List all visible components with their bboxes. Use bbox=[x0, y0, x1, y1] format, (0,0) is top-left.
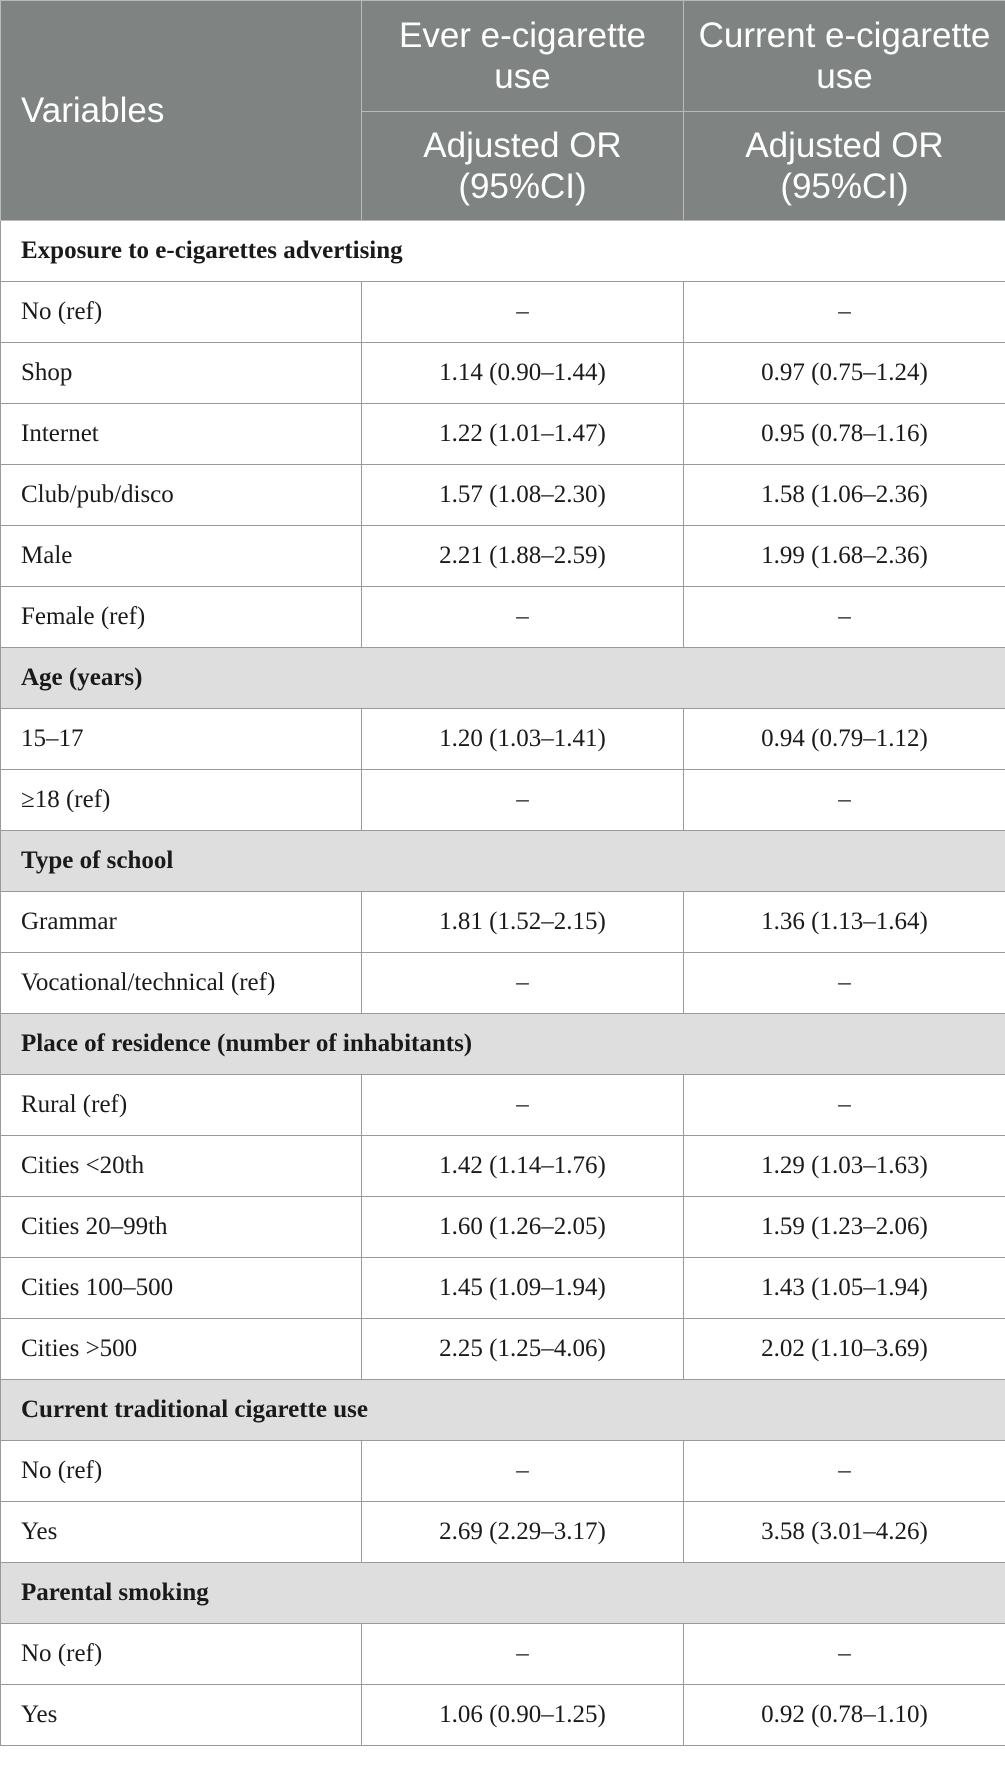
row-label: Yes bbox=[1, 1685, 362, 1746]
ever-use-value: 1.81 (1.52–2.15) bbox=[362, 892, 684, 953]
section-row bbox=[1, 831, 1005, 892]
section-label: Age (years) bbox=[1, 648, 1005, 709]
table-row bbox=[1, 465, 1005, 526]
table-row bbox=[1, 892, 1005, 953]
row-label: Cities >500 bbox=[1, 1319, 362, 1380]
table-row bbox=[1, 1136, 1005, 1197]
row-label: Vocational/technical (ref) bbox=[1, 953, 362, 1014]
section-row bbox=[1, 221, 1005, 282]
current-use-value: 1.43 (1.05–1.94) bbox=[684, 1258, 1005, 1319]
ever-use-value: 2.69 (2.29–3.17) bbox=[362, 1502, 684, 1563]
current-use-value: – bbox=[684, 953, 1005, 1014]
table-row bbox=[1, 709, 1005, 770]
ever-use-value: 1.20 (1.03–1.41) bbox=[362, 709, 684, 770]
current-use-value: 1.36 (1.13–1.64) bbox=[684, 892, 1005, 953]
current-use-value: – bbox=[684, 1441, 1005, 1502]
current-use-value: 2.02 (1.10–3.69) bbox=[684, 1319, 1005, 1380]
current-use-value: 0.95 (0.78–1.16) bbox=[684, 404, 1005, 465]
table-row bbox=[1, 1319, 1005, 1380]
current-use-value: 0.97 (0.75–1.24) bbox=[684, 343, 1005, 404]
ever-use-value: 1.06 (0.90–1.25) bbox=[362, 1685, 684, 1746]
current-use-header: Current e-cigarette use bbox=[684, 1, 1005, 112]
current-use-value: – bbox=[684, 1624, 1005, 1685]
row-label: Yes bbox=[1, 1502, 362, 1563]
ever-use-value: – bbox=[362, 587, 684, 648]
section-label: Parental smoking bbox=[1, 1563, 1005, 1624]
row-label: Cities 100–500 bbox=[1, 1258, 362, 1319]
ever-use-value: 1.60 (1.26–2.05) bbox=[362, 1197, 684, 1258]
variables-header: Variables bbox=[1, 1, 362, 221]
section-row bbox=[1, 1563, 1005, 1624]
current-use-value: – bbox=[684, 1075, 1005, 1136]
current-use-value: 3.58 (3.01–4.26) bbox=[684, 1502, 1005, 1563]
section-row bbox=[1, 648, 1005, 709]
table-row bbox=[1, 587, 1005, 648]
ever-use-value: – bbox=[362, 1441, 684, 1502]
ever-use-value: – bbox=[362, 770, 684, 831]
table-header bbox=[1, 1, 1005, 221]
section-label: Place of residence (number of inhabitants) bbox=[1, 1014, 1005, 1075]
row-label: Shop bbox=[1, 343, 362, 404]
table-row bbox=[1, 1685, 1005, 1746]
ever-use-subheader: Adjusted OR (95%CI) bbox=[362, 112, 684, 221]
section-row bbox=[1, 1380, 1005, 1441]
row-label: Female (ref) bbox=[1, 587, 362, 648]
current-use-subheader: Adjusted OR (95%CI) bbox=[684, 112, 1005, 221]
table-row bbox=[1, 1502, 1005, 1563]
row-label: Male bbox=[1, 526, 362, 587]
current-use-value: 1.59 (1.23–2.06) bbox=[684, 1197, 1005, 1258]
ever-use-value: – bbox=[362, 1624, 684, 1685]
current-use-value: 1.29 (1.03–1.63) bbox=[684, 1136, 1005, 1197]
ever-use-value: 1.22 (1.01–1.47) bbox=[362, 404, 684, 465]
row-label: Rural (ref) bbox=[1, 1075, 362, 1136]
table-body bbox=[1, 221, 1005, 1746]
ever-use-value: – bbox=[362, 953, 684, 1014]
table-row bbox=[1, 1197, 1005, 1258]
current-use-value: – bbox=[684, 770, 1005, 831]
row-label: No (ref) bbox=[1, 282, 362, 343]
table-row bbox=[1, 1258, 1005, 1319]
table-row bbox=[1, 770, 1005, 831]
current-use-value: 0.92 (0.78–1.10) bbox=[684, 1685, 1005, 1746]
section-label: Type of school bbox=[1, 831, 1005, 892]
section-row bbox=[1, 1014, 1005, 1075]
header-row-top bbox=[1, 1, 1005, 112]
table-row bbox=[1, 1075, 1005, 1136]
ever-use-value: 1.45 (1.09–1.94) bbox=[362, 1258, 684, 1319]
ever-use-header: Ever e-cigarette use bbox=[362, 1, 684, 112]
current-use-value: 1.99 (1.68–2.36) bbox=[684, 526, 1005, 587]
table-row bbox=[1, 1624, 1005, 1685]
row-label: ≥18 (ref) bbox=[1, 770, 362, 831]
row-label: Club/pub/disco bbox=[1, 465, 362, 526]
ever-use-value: 1.42 (1.14–1.76) bbox=[362, 1136, 684, 1197]
current-use-value: 1.58 (1.06–2.36) bbox=[684, 465, 1005, 526]
row-label: 15–17 bbox=[1, 709, 362, 770]
section-label: Exposure to e-cigarettes advertising bbox=[1, 221, 1005, 282]
current-use-value: 0.94 (0.79–1.12) bbox=[684, 709, 1005, 770]
section-label: Current traditional cigarette use bbox=[1, 1380, 1005, 1441]
row-label: Grammar bbox=[1, 892, 362, 953]
current-use-value: – bbox=[684, 282, 1005, 343]
table-row bbox=[1, 1441, 1005, 1502]
table-row bbox=[1, 343, 1005, 404]
row-label: No (ref) bbox=[1, 1441, 362, 1502]
row-label: Internet bbox=[1, 404, 362, 465]
row-label: Cities <20th bbox=[1, 1136, 362, 1197]
table-row bbox=[1, 282, 1005, 343]
ever-use-value: – bbox=[362, 282, 684, 343]
ever-use-value: 2.25 (1.25–4.06) bbox=[362, 1319, 684, 1380]
ever-use-value: 1.14 (0.90–1.44) bbox=[362, 343, 684, 404]
table-row bbox=[1, 404, 1005, 465]
table-row bbox=[1, 526, 1005, 587]
ever-use-value: 2.21 (1.88–2.59) bbox=[362, 526, 684, 587]
current-use-value: – bbox=[684, 587, 1005, 648]
row-label: Cities 20–99th bbox=[1, 1197, 362, 1258]
table-row bbox=[1, 953, 1005, 1014]
ever-use-value: – bbox=[362, 1075, 684, 1136]
ever-use-value: 1.57 (1.08–2.30) bbox=[362, 465, 684, 526]
row-label: No (ref) bbox=[1, 1624, 362, 1685]
